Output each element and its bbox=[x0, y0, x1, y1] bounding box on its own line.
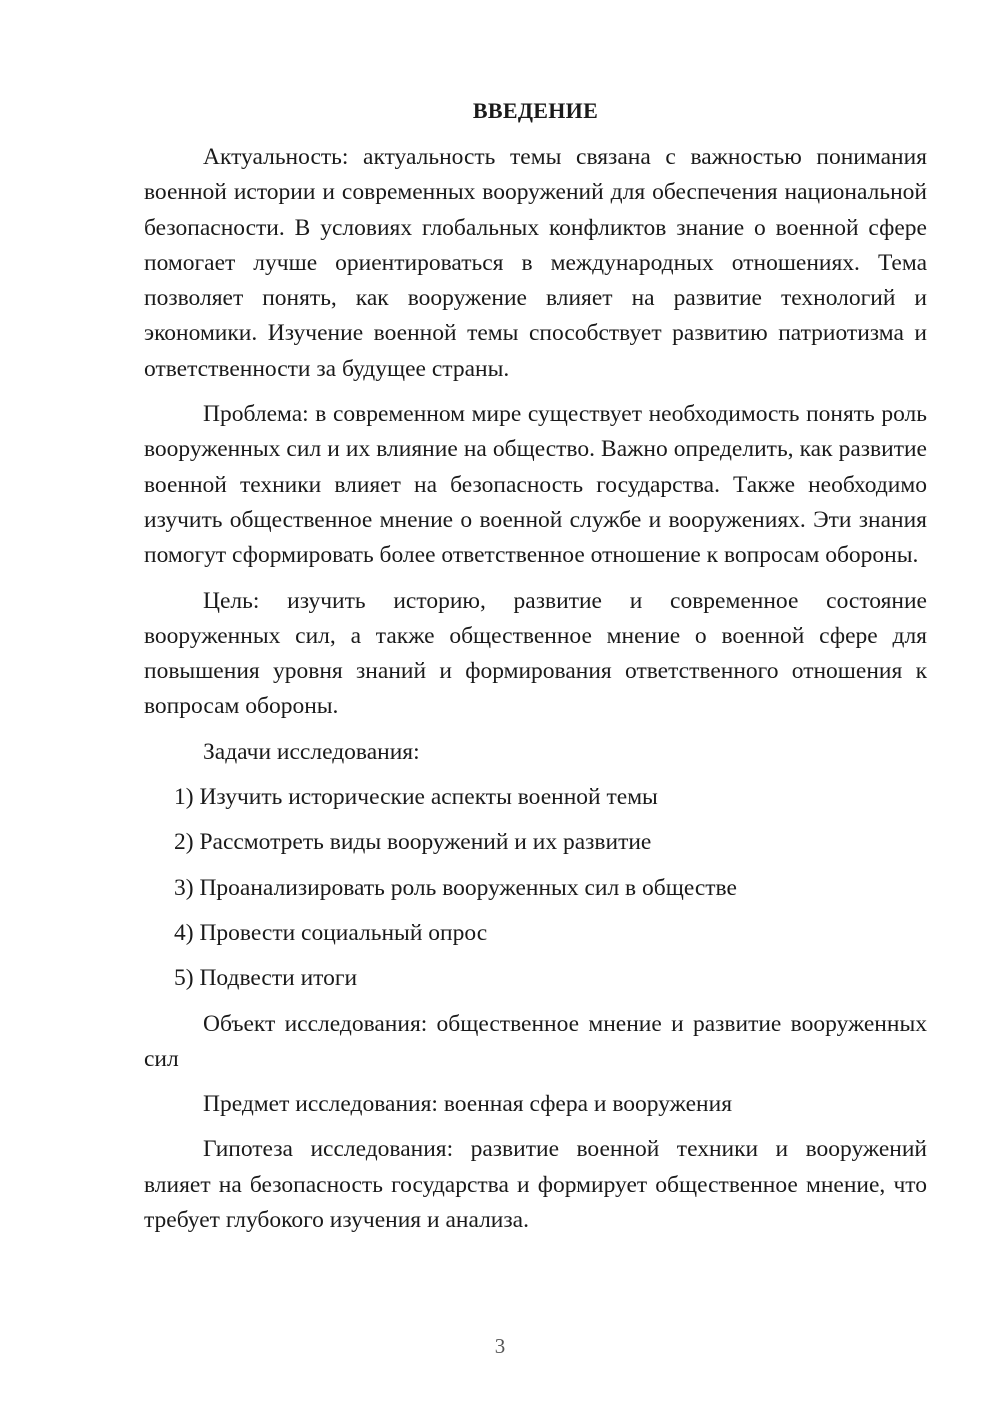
page-number: 3 bbox=[494, 1334, 506, 1358]
hypothesis-paragraph: Гипотеза исследования: развитие военной техники и вооружений влияет на безопасность государства и формирует общественное мнение, что требует глубокого изучения и анализа. bbox=[144, 1136, 927, 1234]
list-item: 4) Провести социальный опрос bbox=[174, 919, 488, 946]
tasks-list bbox=[144, 780, 927, 996]
list-item: 3) Проанализировать роль вооруженных сил в обществе bbox=[174, 874, 737, 901]
page-title: ВВЕДЕНИЕ bbox=[472, 98, 599, 123]
list-item: 5) Подвести итоги bbox=[174, 965, 358, 992]
list-item: 1) Изучить исторические аспекты военной темы bbox=[174, 784, 658, 811]
tasks-heading: Задачи исследования: bbox=[203, 738, 420, 765]
goal-paragraph: Цель: изучить историю, развитие и современное состояние вооруженных сил, а также общественное мнение о военной сфере для повышения уровня знаний и формирования ответственного отношения к вопросам обороны. bbox=[144, 587, 927, 720]
subject-paragraph: Предмет исследования: военная сфера и вооружения bbox=[203, 1091, 733, 1118]
relevance-paragraph: Актуальность: актуальность темы связана с важностью понимания военной истории и современных вооружений для обеспечения национальной безопасности. В условиях глобальных конфликтов знание о военной сфере помогает лучше ориентироваться в международных отношениях. Тема позволяет понять, как вооружение влияет на развитие технологий и экономики. Изучение военной темы способствует развитию патриотизма и ответственности за будущее страны. bbox=[144, 144, 927, 382]
list-item: 2) Рассмотреть виды вооружений и их развитие bbox=[174, 829, 652, 856]
page-content bbox=[144, 94, 927, 1248]
problem-paragraph: Проблема: в современном мире существует необходимость понять роль вооруженных сил и их влияние на общество. Важно определить, как развитие военной техники влияет на безопасность государства. Также необходимо изучить общественное мнение о военной службе и вооружениях. Эти знания помогут сформировать более ответственное отношение к вопросам обороны. bbox=[144, 401, 927, 569]
object-paragraph: Объект исследования: общественное мнение и развитие вооруженных сил bbox=[144, 1010, 927, 1072]
